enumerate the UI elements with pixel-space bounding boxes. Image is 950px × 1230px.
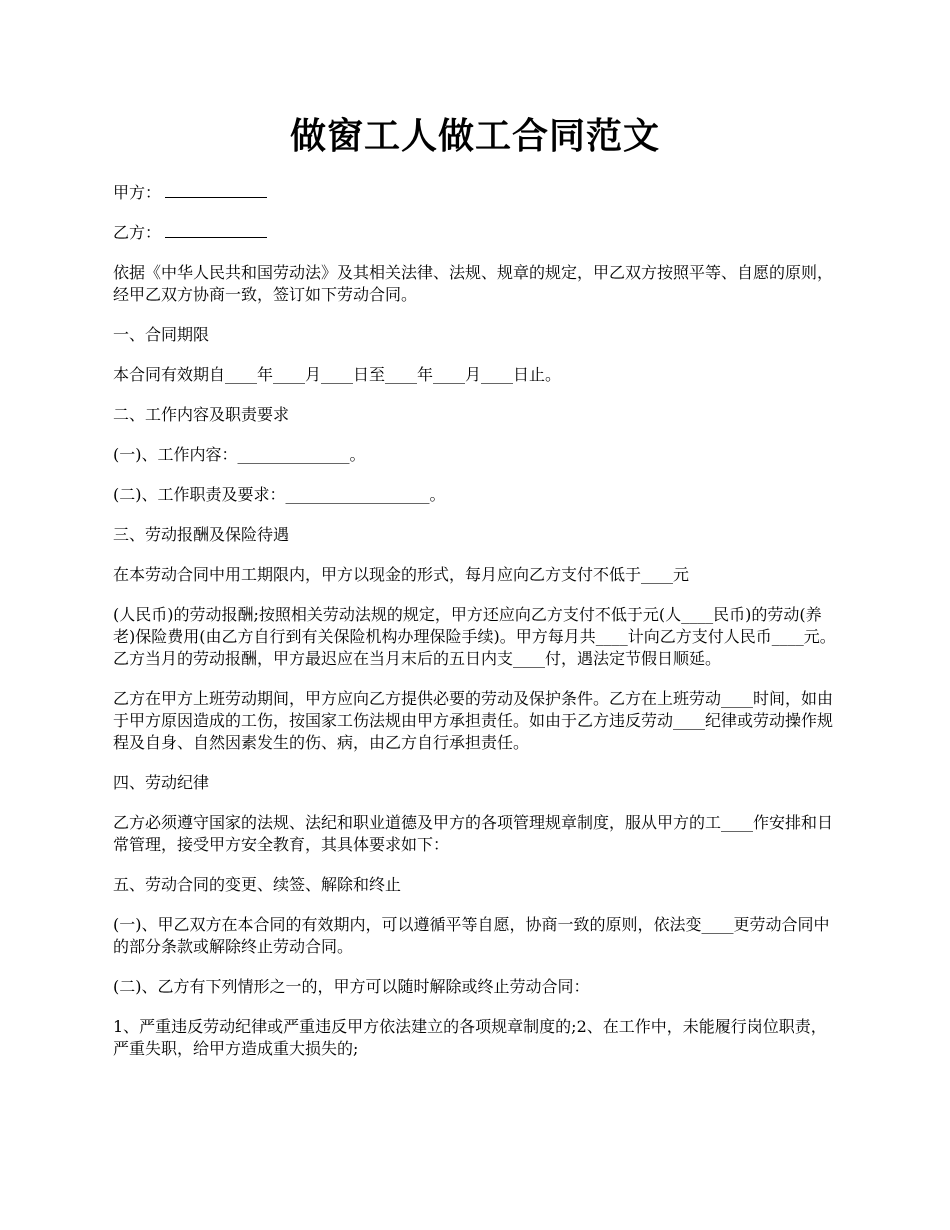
work-content-paragraph: (一)、工作内容：______________。	[113, 445, 366, 464]
change-paragraph-1: (一)、甲乙双方在本合同的有效期内，可以遵循平等自愿，协商一致的原则，依法变____更劳动合同中的部分条款或解除终止劳动合同。	[113, 915, 830, 956]
section-heading-change: 五、劳动合同的变更、续签、解除和终止	[113, 875, 402, 894]
party-b-blank	[165, 223, 267, 238]
party-a-label: 甲方：	[113, 183, 162, 202]
discipline-paragraph: 乙方必须遵守国家的法规、法纪和职业道德及甲方的各项管理规章制度，服从甲方的工____作安排和日常管理，接受甲方安全教育，其具体要求如下：	[113, 813, 834, 854]
change-paragraph-2: (二)、乙方有下列情形之一的，甲方可以随时解除或终止劳动合同：	[113, 977, 590, 996]
section-heading-pay: 三、劳动报酬及保险待遇	[113, 525, 290, 544]
section-heading-term: 一、合同期限	[113, 325, 210, 344]
pay-paragraph-1: 在本劳动合同中用工期限内，甲方以现金的形式，每月应向乙方支付不低于____元	[113, 565, 690, 584]
change-paragraph-3: 1、严重违反劳动纪律或严重违反甲方依法建立的各项规章制度的;2、在工作中，未能履行岗位职责，严重失职，给甲方造成重大损失的;	[113, 1017, 827, 1058]
intro-paragraph: 依据《中华人民共和国劳动法》及其相关法律、法规、规章的规定，甲乙双方按照平等、自愿的原则，经甲乙双方协商一致，签订如下劳动合同。	[113, 263, 834, 304]
work-duty-paragraph: (二)、工作职责及要求：__________________。	[113, 485, 446, 504]
term-paragraph: 本合同有效期自____年____月____日至____年____月____日止。	[113, 365, 562, 384]
party-b-label: 乙方：	[113, 223, 162, 242]
party-a-line	[113, 182, 840, 204]
safety-paragraph: 乙方在甲方上班劳动期间，甲方应向乙方提供必要的劳动及保护条件。乙方在上班劳动____时间，如由于甲方原因造成的工伤，按国家工伤法规由甲方承担责任。如由于乙方违反劳动____纪律或劳动操作规程及自身、自然因素发生的伤、病，由乙方自行承担责任。	[113, 689, 834, 752]
document-title: 做窗工人做工合同范文	[289, 115, 660, 157]
party-a-blank	[165, 183, 267, 198]
section-heading-discipline: 四、劳动纪律	[113, 773, 210, 792]
section-heading-work: 二、工作内容及职责要求	[113, 405, 290, 424]
pay-paragraph-2: (人民币)的劳动报酬;按照相关劳动法规的规定，甲方还应向乙方支付不低于元(人____民币)的劳动(养老)保险费用(由乙方自行到有关保险机构办理保险手续)。甲方每月共____计向乙方支付人民币____元。乙方当月的劳动报酬，甲方最迟应在当月末后的五日内支____付，遇法定节假日顺延。	[113, 605, 836, 668]
document-body	[113, 182, 840, 1078]
party-b-line	[113, 222, 840, 244]
